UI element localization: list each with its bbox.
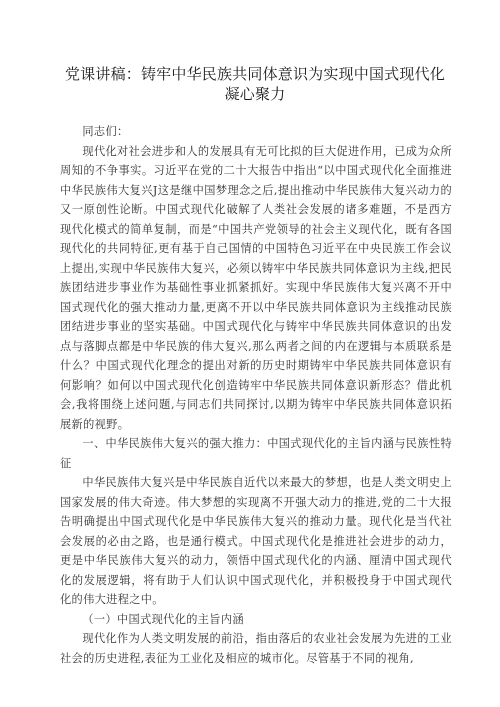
document-title: 党课讲稿：铸牢中华民族共同体意识为实现中国式现代化凝心聚力 [64, 65, 445, 103]
document-body [60, 122, 452, 668]
section-heading: 一、中华民族伟大复兴的强大推力：中国式现代化的主旨内涵与民族性特征 [60, 437, 452, 470]
salutation: 同志们： [82, 125, 129, 138]
intro-paragraph: 现代化对社会进步和人的发展具有无可比拟的巨大促进作用，已成为众所周知的不争事实。习近平在党的二十大报告中指出“以中国式现代化全面推进中华民族伟大复兴J这是继中国梦理念之后,提出推动中华民族伟大复兴动力的又一原创性论断。中国式现代化破解了人类社会发展的诸多难题，不是西方现代化模式的简单复制，而是“中国共产党领导的社会主义现代化，既有各国现代化的共同特征,更有基于自己国情的中国特色习近平在中央民族工作会议上提出,实现中华民族伟大复兴，必须以铸牢中华民族共同体意识为主线,把民族团结进步事业作为基础性事业抓紧抓好。实现中华民族伟大复兴离不开中国式现代化的强大推动力量,更离不开以中华民族共同体意识为主线推动民族团结进步事业的坚实基础。中国式现代化与铸牢中华民族共同体意识的出发点与落脚点都是中华民族的伟大复兴,那么两者之间的内在逻辑与本质联系是什么？中国式现代化理念的提出对新的历史时期铸牢中华民族共同体意识有何影响？如何以中国式现代化创造铸牢中华民族共同体意识新形态？借此机会,我将围绕上述问题,与同志们共同探讨,以期为铸牢中华民族共同体意识拓展新的视野。 [60, 144, 452, 431]
subsection-paragraph: 现代化作为人类文明发展的前沿，指由落后的农业社会发展为先进的工业社会的历史进程,表征为工业化及相应的城市化。尽管基于不同的视角, [60, 632, 452, 665]
section-paragraph: 中华民族伟大复兴是中华民族自近代以来最大的梦想，也是人类文明史上国家发展的伟大奇迹。伟大梦想的实现离不开强大动力的推进,党的二十大报告明确提出中国式现代化是中华民族伟大复兴的推动力量。现代化是当代社会发展的必由之路，也是通行模式。中国式现代化是推进社会进步的动力，更是中华民族伟大复兴的动力，领悟中国式现代化的内涵、厘清中国式现代化的发展逻辑，将有助于人们认识中国式现代化，并积极投身于中国式现代化的伟大进程之中。 [60, 476, 452, 606]
subsection-heading: （一）中国式现代化的主旨内涵 [82, 612, 244, 626]
